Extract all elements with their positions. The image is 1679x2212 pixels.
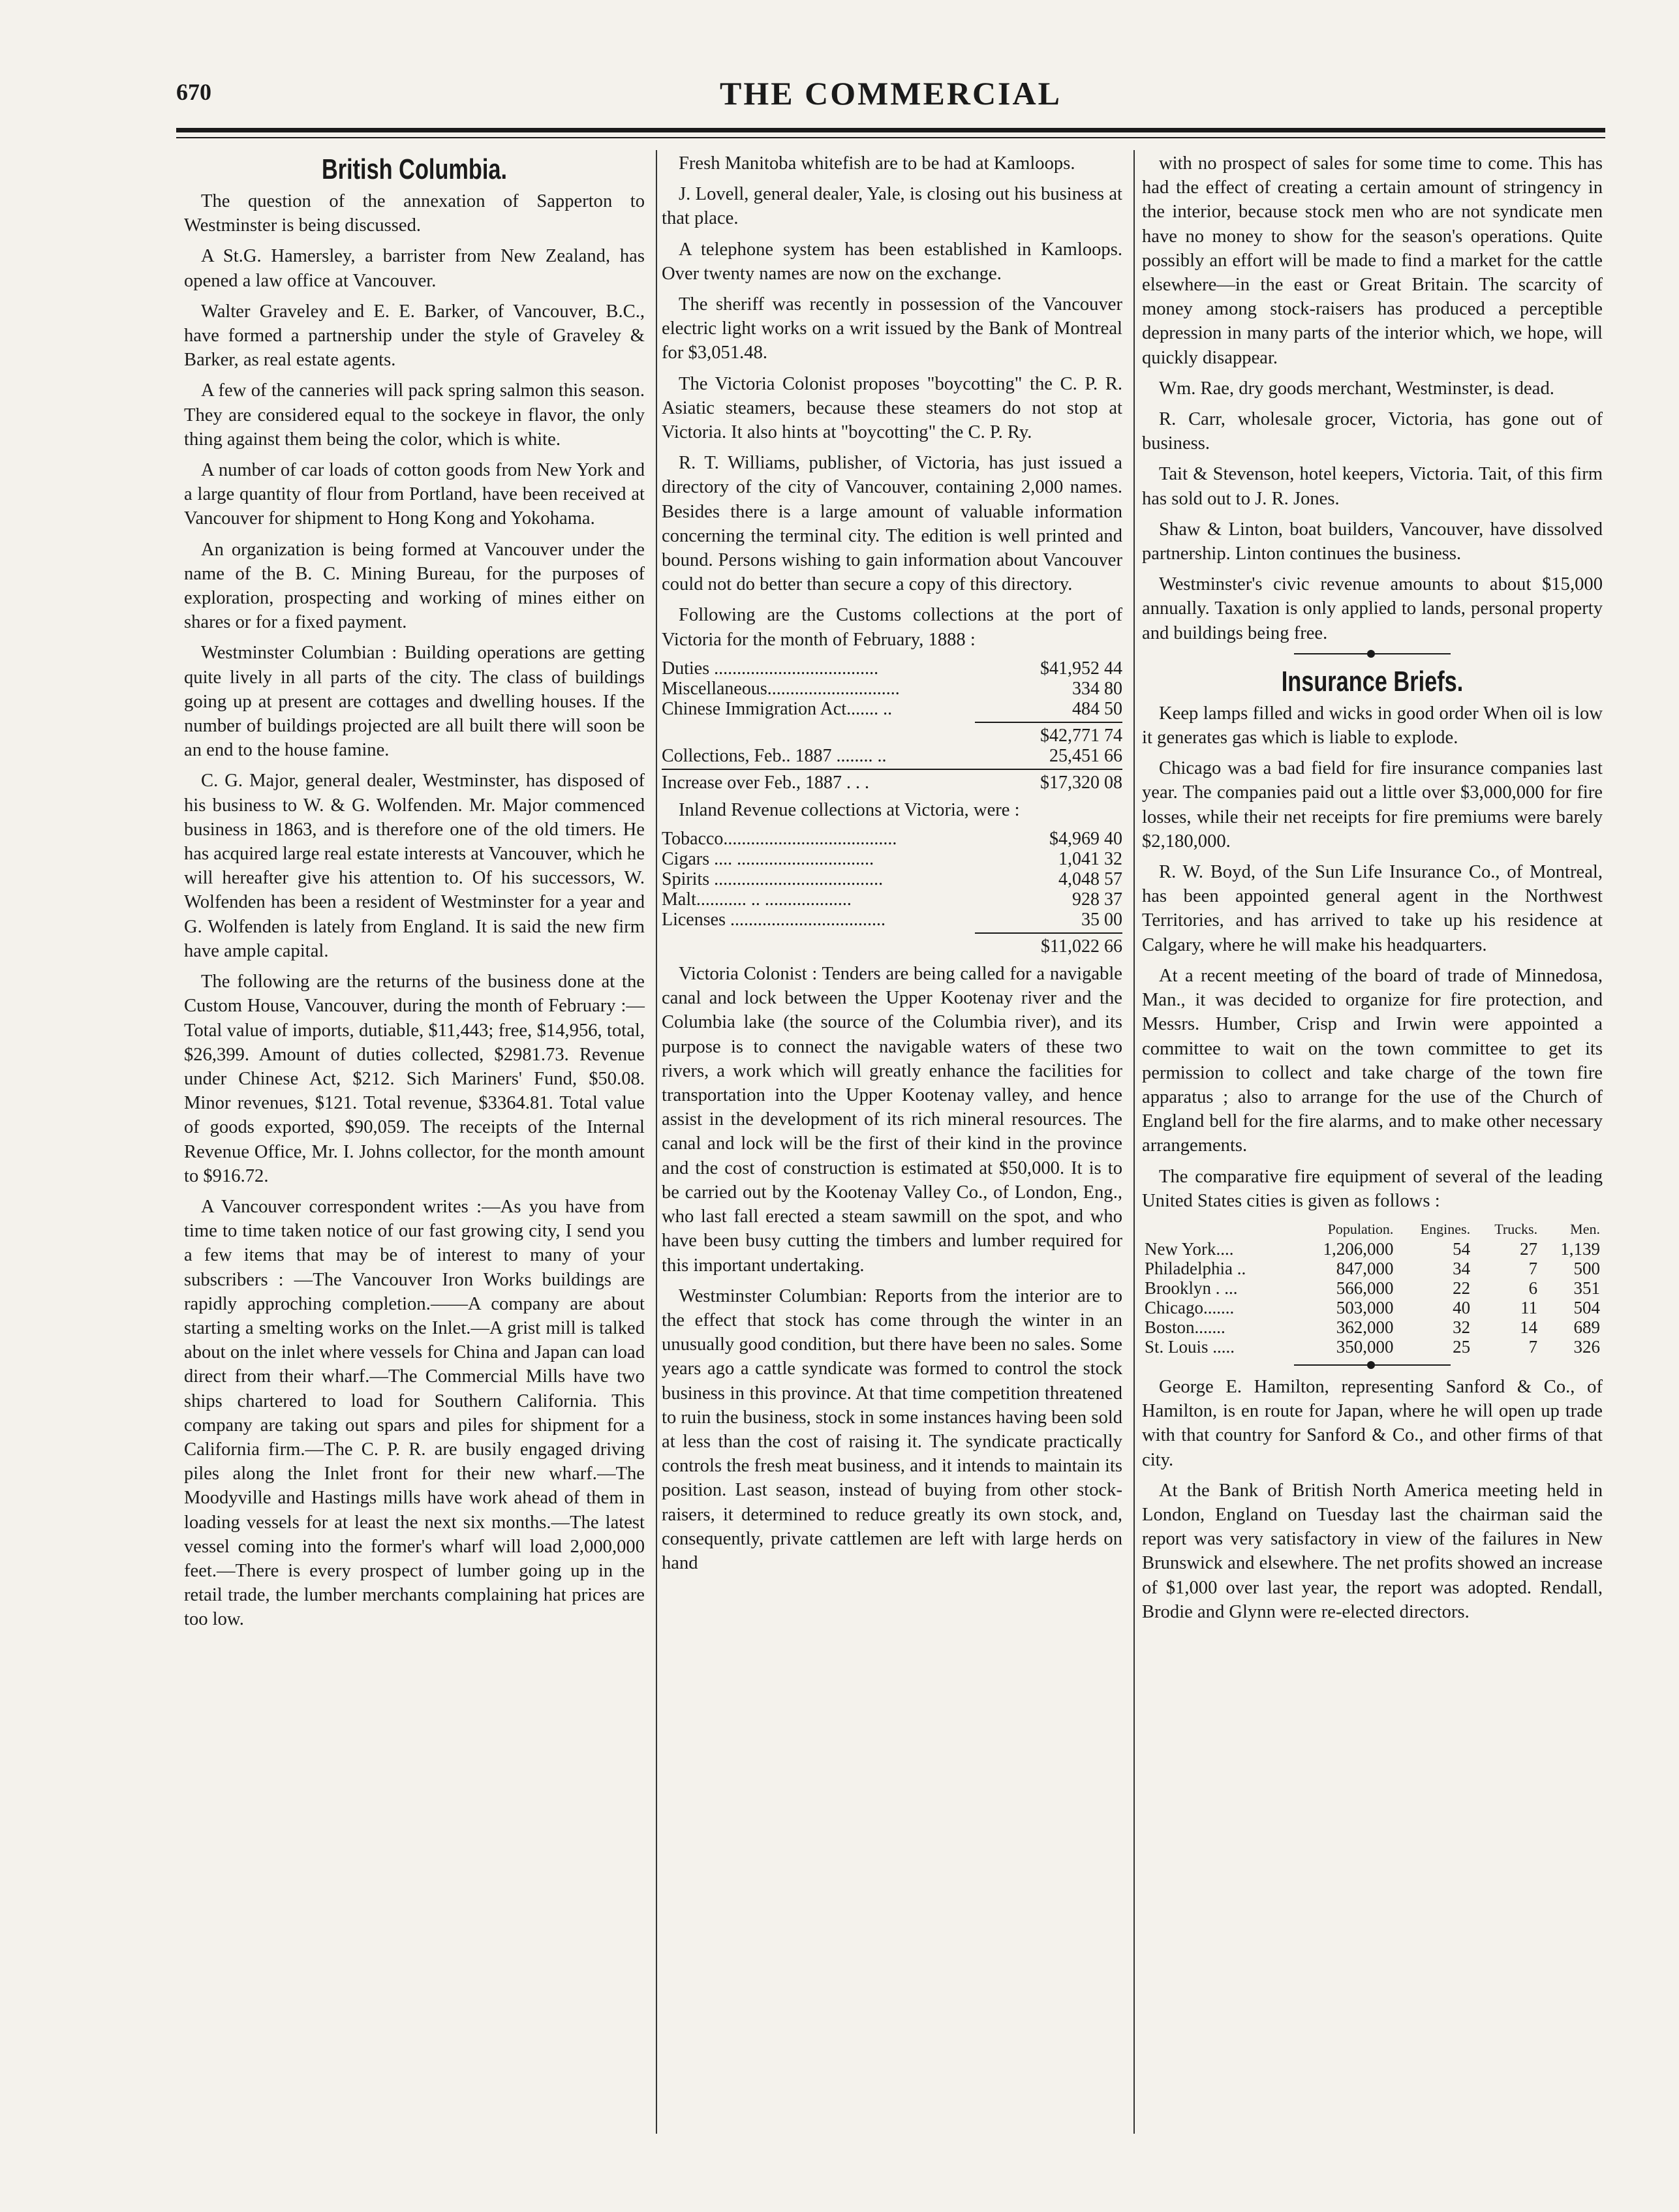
table-cell: 847,000 (1336, 1258, 1394, 1278)
header-rule-thin (176, 137, 1605, 138)
ledger-label: Duties .................................... (662, 658, 879, 679)
paragraph: At a recent meeting of the board of trade of Minnedosa, Man., it was decided to organize for fire protection, and Messrs. Humber, Crisp and Irwin were appointed a committee to wait on the town committee to get its permission to collect and take charge of the town fire apparatus ; also to arrange for the use of the Church of England bell for the fire alarms, and to make other necessary arrangements. (1142, 965, 1603, 1156)
paragraph: The question of the annexation of Sapperton to Westminster is being discussed. (184, 191, 645, 236)
collections-1887-amount: 25,451 66 (1049, 745, 1122, 766)
section-divider (1294, 1364, 1451, 1366)
table-row (1142, 1259, 1603, 1278)
paragraph: A number of car loads of cotton goods from New York and a large quantity of flour from Portland, have been received at Vancouver for shipment to Hong Kong and Yokohama. (184, 460, 645, 529)
table-cell: 350,000 (1336, 1336, 1394, 1357)
paragraph: George E. Hamilton, representing Sanford & Co., of Hamilton, is en route for Japan, where he will open up trade with that country for Sanford & Co., and other firms of that city. (1142, 1376, 1603, 1470)
table-cell: Philadelphia .. (1145, 1258, 1246, 1278)
table-header-cell: Trucks. (1494, 1220, 1538, 1237)
increase-row (662, 769, 1122, 793)
paragraph: A few of the canneries will pack spring salmon this season. They are considered equal to the sockeye in flavor, the only thing against them being the color, which is white. (184, 380, 645, 450)
column-2 (662, 151, 1122, 1582)
ledger-amount: 4,048 57 (1058, 869, 1122, 890)
customs-total-row (975, 722, 1122, 746)
ledger-label: Malt........... .. ................... (662, 889, 852, 910)
paragraph: An organization is being formed at Vancouver under the name of the B. C. Mining Bureau, for the purposes of exploration, prospecting and working of mines either on shares or for a fixed payment. (184, 539, 645, 633)
column-divider (1133, 150, 1135, 2134)
paragraph: A telephone system has been established in Kamloops. Over twenty names are now on the exchange. (662, 239, 1122, 284)
table-cell: 1,206,000 (1323, 1238, 1394, 1259)
paragraph: C. G. Major, general dealer, Westminster, has disposed of his business to W. & G. Wolfenden. Mr. Major commenced business in 1863, and is therefore one of the old timers. He has acquired large real estate interests at Vancouver, which he will hereafter give his attention to. Of his successors, W. Wolfenden has been a resident of Westminster for a year and G. Wolfenden is lately from England. It is said the new firm have ample capital. (184, 771, 645, 961)
ledger-row (662, 829, 1122, 849)
inland-total: $11,022 66 (1041, 936, 1122, 957)
table-cell: Brooklyn . ... (1145, 1278, 1238, 1298)
paragraph: At the Bank of British North America meeting held in London, England on Tuesday last the chairman said the report was very satisfactory in view of the failures in New Brunswick and elsewhere. The net profits showed an increase of $1,000 over last year, the report was adopted. Rendall, Brodie and Glynn were re-elected directors. (1142, 1480, 1603, 1622)
ledger-row (662, 699, 1122, 719)
table-header-cell: Men. (1570, 1220, 1600, 1237)
paragraph: Wm. Rae, dry goods merchant, Westminster, is dead. (1159, 378, 1554, 399)
table-header-row (1142, 1220, 1603, 1239)
inland-rows (662, 829, 1122, 930)
collections-1887-label: Collections, Feb.. 1887 ........ .. (662, 745, 887, 766)
masthead: THE COMMERCIAL (720, 75, 1062, 112)
inland-intro: Inland Revenue collections at Victoria, were : (679, 799, 1020, 820)
ledger-amount: 1,041 32 (1058, 849, 1122, 870)
paragraph: R. W. Boyd, of the Sun Life Insurance Co., of Montreal, has been appointed general agent in the Northwest Territories, and has arrived to take up his residence at Calgary, where he will make his headquarters. (1142, 862, 1603, 955)
table-cell: 27 (1520, 1238, 1538, 1259)
col3-paragraphs-a (1142, 151, 1603, 645)
table-cell: 54 (1453, 1238, 1471, 1259)
paragraph: Walter Graveley and E. E. Barker, of Vancouver, B.C., have formed a partnership under the style of Graveley & Barker, as real estate agents. (184, 301, 645, 371)
paragraph: A Vancouver correspondent writes :—As you have from time to time taken notice of our fast growing city, I send you a few items that may be of interest to many of your subscribers : —The Vancouver Iron Works buildings are rapidly approching completion.——A company are about starting a smelting works on the Inlet.—A grist mill is talked about on the inlet where vessels for China and Japan can load direct from their wharf.—The Commercial Mills have two ships chartered to load for Southern California. This company are taking out spars and piles for shipment for a California firm.—The C. P. R. are busily engaged driving piles along the Inlet front for their new wharf.—The Moodyville and Hastings mills have work ahead of them in loading vessels for at least the next six months.—The latest vessel coming into the former's wharf will load 2,000,000 feet.—There is every prospect of lumber going up in the retail trade, the lumber merchants complaining hat prices are too low. (184, 1196, 645, 1630)
increase-amount: $17,320 08 (1040, 772, 1122, 793)
page-number: 670 (176, 79, 211, 105)
header-rule (176, 128, 1605, 132)
table-cell: 504 (1573, 1297, 1600, 1317)
paragraph: R. Carr, wholesale grocer, Victoria, has gone out of business. (1142, 409, 1603, 454)
paragraph: R. T. Williams, publisher, of Victoria, has just issued a directory of the city of Vancouver, containing 2,000 names. Besides there is a large amount of valuable information concerning the terminal city. The edition is well printed and bound. Persons wishing to gain information about Vancouver could not do better than secure a copy of this directory. (662, 453, 1122, 595)
page-header (176, 75, 1605, 124)
table-cell: 7 (1528, 1258, 1538, 1278)
ledger-amount: 334 80 (1072, 678, 1122, 699)
section-heading: Insurance Briefs. (1281, 665, 1464, 698)
paragraph: with no prospect of sales for some time to come. This has had the effect of creating a certain amount of stringency in the interior, because stock men who are not syndicate men have no money to show for the season's operations. Quite possibly an effort will be made to find a market for the cattle elsewhere—in the east or Great Britain. The scarcity of money among stock-raisers has produced a perceptible depression in many parts of the interior which, we hope, will quickly disappear. (1142, 153, 1603, 368)
table-cell: 566,000 (1336, 1278, 1394, 1298)
table-cell: 500 (1573, 1258, 1600, 1278)
ledger-label: Chinese Immigration Act....... .. (662, 698, 893, 719)
table-row (1142, 1298, 1603, 1317)
table-cell: 326 (1573, 1336, 1600, 1357)
table-cell: 14 (1520, 1317, 1538, 1337)
table-cell: Boston....... (1145, 1317, 1225, 1337)
table-row (1142, 1239, 1603, 1259)
table-cell: 40 (1453, 1297, 1471, 1317)
paragraph: The comparative fire equipment of several of the leading United States cities is given as follows : (1142, 1166, 1603, 1211)
paragraph: Westminster's civic revenue amounts to about $15,000 annually. Taxation is only applied to lands, personal property and buildings being free. (1142, 574, 1603, 643)
table-cell: 34 (1453, 1258, 1471, 1278)
customs-ledger (662, 658, 1122, 793)
ledger-row (662, 910, 1122, 930)
table-cell: 503,000 (1336, 1297, 1394, 1317)
paragraph: The Victoria Colonist proposes "boycotting" the C. P. R. Asiatic steamers, because these steamers do not stop at Victoria. It also hints at "boycotting" the C. P. Ry. (662, 373, 1122, 443)
section-heading: British Columbia. (321, 153, 508, 185)
table-cell: 362,000 (1336, 1317, 1394, 1337)
customs-rows (662, 658, 1122, 719)
table-cell: Chicago....... (1145, 1297, 1235, 1317)
ledger-row (662, 869, 1122, 889)
ledger-row (662, 679, 1122, 699)
paragraph: Shaw & Linton, boat builders, Vancouver, have dissolved partnership. Linton continues the business. (1142, 519, 1603, 564)
ledger-row (662, 849, 1122, 869)
table-cell: 32 (1453, 1317, 1471, 1337)
paragraph: Chicago was a bad field for fire insurance companies last year. The companies paid out a little over $3,000,000 for fire losses, while their net receipts for fire premiums were barely $2,180,000. (1142, 758, 1603, 852)
table-cell: 6 (1528, 1278, 1538, 1298)
ledger-amount: $41,952 44 (1040, 658, 1122, 679)
ledger-label: Miscellaneous............................. (662, 678, 900, 699)
table-cell: 7 (1528, 1336, 1538, 1357)
table-cell: 1,139 (1560, 1238, 1600, 1259)
inland-total-row (975, 932, 1122, 957)
paragraph: Westminster Columbian: Reports from the interior are to the effect that stock has come through the winter in an unusually good condition, but there have been no sales. Some years ago a cattle syndicate was formed to control the stock business in this province. At that time competition threatened to ruin the business, stock in some instances having been sold at less than the cost of raising it. The syndicate practically controls the fresh meat business, and it intends to maintain its position. Last season, instead of buying from other stock-raisers, it determined to reduce greatly its own stock, and, consequently, private cattlemen are left with large herds on hand (662, 1285, 1123, 1573)
column-divider (656, 150, 657, 2134)
ledger-amount: 35 00 (1081, 910, 1122, 930)
column-3 (1142, 151, 1603, 1631)
table-body (1142, 1239, 1603, 1357)
paragraph: Following are the Customs collections at the port of Victoria for the month of February, 1888 : (662, 605, 1122, 650)
paragraph: Tait & Stevenson, hotel keepers, Victoria. Tait, of this firm has sold out to J. R. Jones. (1142, 464, 1603, 509)
paragraph: J. Lovell, general dealer, Yale, is closing out his business at that place. (662, 184, 1122, 229)
col2-paragraphs-b (662, 962, 1122, 1575)
col3-paragraphs-b (1142, 701, 1603, 1213)
table-header-cell: Engines. (1420, 1220, 1471, 1237)
inland-ledger (662, 829, 1122, 957)
ledger-amount: $4,969 40 (1049, 829, 1122, 850)
section-divider (1294, 653, 1451, 654)
ledger-row (662, 658, 1122, 679)
ledger-amount: 484 50 (1072, 698, 1122, 719)
customs-total: $42,771 74 (1040, 725, 1122, 746)
table-header-cell: Population. (1327, 1220, 1394, 1237)
table-cell: 22 (1453, 1278, 1471, 1298)
paragraph: Victoria Colonist : Tenders are being called for a navigable canal and lock between the Upper Kootenay river and the Columbia lake (the source of the Columbia river), and its purpose is to connect the navigable waters of these two rivers, a work which will greatly enhance the facilities for transportation into the Upper Kootenay valley, and hence assist in the development of its rich mineral resources. The canal and lock will be the first of their kind in the province and the cost of construction is estimated at $50,000. It is to be carried out by the Kootenay Valley Co., of London, Eng., who last fall erected a steam sawmill on the spot, and who have been busy cutting the timbers and lumber required for this important undertaking. (662, 964, 1122, 1276)
ledger-label: Tobacco...................................... (662, 829, 897, 850)
ledger-label: Spirits ..................................... (662, 869, 884, 890)
col2-paragraphs-a (662, 151, 1122, 652)
table-cell: 25 (1453, 1336, 1471, 1357)
table-row (1142, 1278, 1603, 1298)
table-cell: New York.... (1145, 1238, 1234, 1259)
paragraph: A St.G. Hamersley, a barrister from New Zealand, has opened a law office at Vancouver. (184, 246, 645, 291)
paragraph: Westminster Columbian : Building operations are getting quite lively in all parts of the city. The class of buildings going up at present are cottages and dwelling houses. If the number of buildings projected are all built there will soon be an end to the house famine. (184, 643, 645, 761)
ledger-row (662, 889, 1122, 910)
paragraph: Keep lamps filled and wicks in good order When oil is low it generates gas which is liable to explode. (1142, 703, 1603, 748)
ledger-label: Cigars .... .............................. (662, 849, 874, 870)
paragraph: Fresh Manitoba whitefish are to be had at Kamloops. (679, 153, 1075, 174)
table-header-cell (1142, 1220, 1291, 1239)
table-cell: 351 (1573, 1278, 1600, 1298)
table-row (1142, 1317, 1603, 1337)
ledger-amount: 928 37 (1072, 889, 1122, 910)
column-1 (184, 151, 645, 1638)
ledger-label: Licenses .................................. (662, 910, 886, 930)
table-cell: St. Louis ..... (1145, 1336, 1235, 1357)
paragraph: The following are the returns of the business done at the Custom House, Vancouver, during the month of February :—Total value of imports, dutiable, $11,443; free, $14,956, total, $26,399. Amount of duties collected, $2981.73. Revenue under Chinese Act, $212. Sich Mariners' Fund, $50.08. Minor revenues, $121. Total revenue, $3364.81. Total value of goods exported, $90,059. The receipts of the Internal Revenue Office, Mr. I. Johns collector, for the month amount to $916.72. (184, 972, 645, 1186)
collections-1887-row (662, 746, 1122, 766)
increase-label: Increase over Feb., 1887 . . . (662, 772, 870, 793)
table-row (1142, 1337, 1603, 1357)
table-cell: 11 (1520, 1297, 1538, 1317)
col1-paragraphs (184, 189, 645, 1632)
col3-paragraphs-c (1142, 1375, 1603, 1624)
fire-equipment-table (1142, 1220, 1603, 1357)
paragraph: The sheriff was recently in possession of the Vancouver electric light works on a writ issued by the Bank of Montreal for $3,051.48. (662, 294, 1122, 363)
table-cell: 689 (1573, 1317, 1600, 1337)
